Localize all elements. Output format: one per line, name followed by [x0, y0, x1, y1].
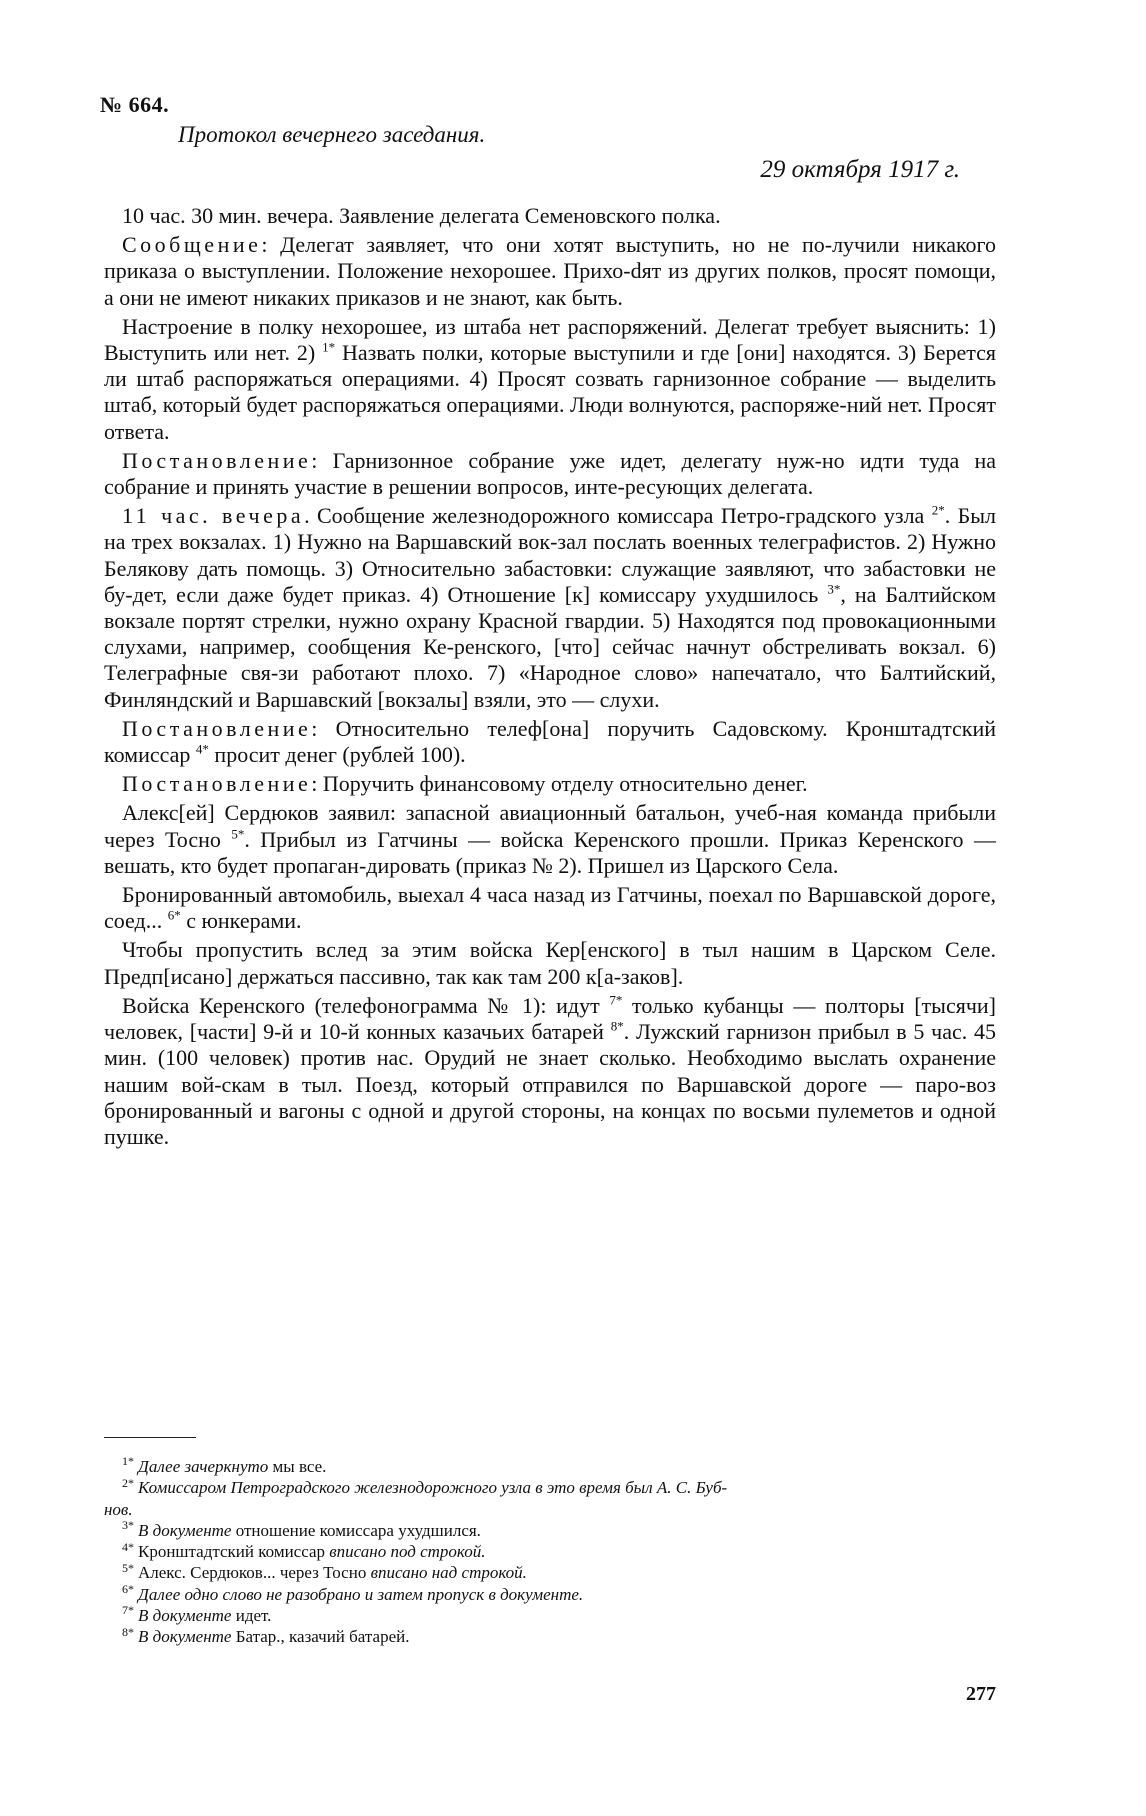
document-title: Протокол вечернего заседания. [178, 122, 486, 147]
footnote-5: $^{5*}$ Алекс. Сердюков... через Тосно вписано над строкой. [122, 1560, 527, 1583]
paragraph-5-text-a: . Сообщение железнодорожного комиссара Петро-градского узла [304, 503, 932, 529]
document-date: 29 октября 1917 г. [760, 156, 960, 183]
paragraph-9-text-a: Бронированный автомобиль, выехал 4 часа назад из Гатчины, поехал по Варшавской дороге, соед... [104, 882, 996, 934]
footnote-ref-6: 6* [167, 907, 181, 923]
footnote-8: $^{8*}$ В документе Батар., казачий батарей. [122, 1624, 410, 1647]
paragraph-11-text-c: . Лужский гарнизон прибыл в 5 час. 45 мин. (100 человек) против нас. Орудий не знает сколько. Необходимо выслать охранение нашим вой-скам в тыл. Поезд, который отправился по Варшавской дороге — паро-воз бронированный и вагоны с одной и другой стороны, на концах по восьми пулеметов и одной пушке. [104, 1019, 996, 1149]
document-number: № 664. [100, 92, 170, 117]
paragraph-3-text-a: Настроение в полку нехорошее, из штаба нет распоряжений. Делегат требует выяснить: 1) Выступить или нет. 2) [104, 313, 996, 366]
footnote-ref-4: 4* [195, 741, 209, 757]
page-number: 277 [966, 1683, 996, 1705]
paragraph-9 [104, 882, 996, 934]
paragraph-5 [104, 503, 996, 713]
paragraph-4-text: : Гарнизонное собрание уже идет, делегату нуж-но идти туда на собрание и принять участие в решении вопросов, инте-ресующих делегата. [104, 447, 996, 500]
resolution-label: Постановление [122, 447, 312, 473]
message-label: Сообщение [122, 232, 262, 258]
resolution-label: Постановление [122, 771, 312, 797]
paragraph-5-text-b: . Был на трех вокзалах. 1) Нужно на Варшавский вок-зал послать военных телеграфистов. 2) Нужно Белякову дать помощь. 3) Относительно забастовки: служащие заявляют, что забастовки не бу-дет, если даже будет приказ. 4) Отношение [к] комиссару ухудшилось [104, 503, 996, 607]
footnote-7: $^{7*}$ В документе идет. [122, 1603, 272, 1626]
paragraph-8 [104, 800, 996, 879]
footnotes [104, 1456, 996, 1648]
paragraph-3-text-b: Назвать полки, которые выступили и где [они] находятся. 3) Берется ли штаб распоряжаться операциями. 4) Просят созвать гарнизонное собрание — выделить штаб, который будет распоряжаться операциями. Люди волнуются, распоряже-ний нет. Просят ответа. [104, 340, 996, 444]
time-label: 11 час. вечера [122, 503, 305, 529]
footnote-3: $^{3*}$ В документе отношение комиссара ухудшился. [122, 1518, 481, 1540]
paragraph-1-text: 10 час. 30 мин. вечера. Заявление делегата Семеновского полка. [122, 203, 721, 228]
paragraph-7 [104, 771, 996, 797]
paragraph-1 [104, 203, 996, 229]
paragraph-11-text-a: Войска Керенского (телефонограмма № 1): идут [122, 992, 610, 1018]
paragraph-6 [104, 716, 996, 768]
paragraph-11 [104, 993, 996, 1150]
footnote-6: $^{6*}$ Далее одно слово не разобрано и затем пропуск в документе. [122, 1582, 584, 1604]
footnote-1: $^{1*}$ Далее зачеркнуто мы все. [122, 1454, 327, 1476]
paragraph-9-text-b: с юнкерами. [180, 908, 302, 934]
footnote-ref-7: 7* [609, 992, 623, 1008]
paragraph-8-text-a: Алекс[ей] Сердюков заявил: запасной авиационный батальон, учеб-ная команда прибыли через Тосно [104, 800, 996, 852]
footnote-ref-2: 2* [931, 502, 945, 518]
paragraph-11-text-b: только кубанцы — полторы [тысячи] человек, [части] 9-й и 10-й конных казачьих батарей [104, 992, 996, 1045]
footnote-ref-3: 3* [827, 581, 841, 597]
paragraph-6-text-a: : Относительно телеф[она] поручить Садовскому. Кронштадтский комиссар [104, 715, 996, 768]
footnote-ref-8: 8* [610, 1018, 624, 1034]
footnote-2-continuation: нов. [104, 1499, 133, 1519]
protocol-body [104, 203, 996, 1153]
paragraph-2-text: : Делегат заявляет, что они хотят выступить, но не по-лучили никакого приказа о выступлении. Положение нехорошее. Прихо-dят из других полков, просят помощи, а они не имеют никаких приказов и не знают, как быть. [104, 232, 996, 310]
footnote-divider [104, 1437, 196, 1438]
resolution-label: Постановление [122, 715, 312, 741]
paragraph-8-text-b: . Прибыл из Гатчины — войска Керенского прошли. Приказ Керенского — вешать, кто будет пропаган-дировать (приказ № 2). Пришел из Царского Села. [104, 826, 996, 878]
paragraph-10 [104, 937, 996, 989]
footnote-ref-1: 1* [322, 339, 336, 355]
paragraph-4 [104, 448, 996, 500]
paragraph-6-text-b: просит денег (рублей 100). [208, 742, 466, 768]
footnote-2: $^{2*}$ Комиссаром Петроградского железнодорожного узла в это время был А. С. Буб- [122, 1475, 728, 1498]
paragraph-5-text-c: , на Балтийском вокзале портят стрелки, нужно охрану Красной гвардии. 5) Находятся под провокационными слухами, например, сообщения Ке-ренского, [что] сейчас начнут обстреливать вокзал. 6) Телеграфные свя-зи работают плохо. 7) «Народное слово» напечатало, что Балтийский, Финляндский и Варшавский [вокзалы] взяли, это — слухи. [104, 581, 996, 712]
footnote-ref-5: 5* [231, 826, 245, 842]
footnote-4: $^{4*}$ Кронштадтский комиссар вписано под строкой. [122, 1539, 486, 1562]
paragraph-3 [104, 314, 996, 445]
paragraph-10-text: Чтобы пропустить вслед за этим войска Кер[енского] в тыл нашим в Царском Селе. Предп[исано] держаться пассивно, так как там 200 к[а-заков]. [104, 937, 996, 989]
paragraph-7-text: : Поручить финансовому отделу относительно денег. [311, 771, 808, 797]
paragraph-2 [104, 232, 996, 311]
